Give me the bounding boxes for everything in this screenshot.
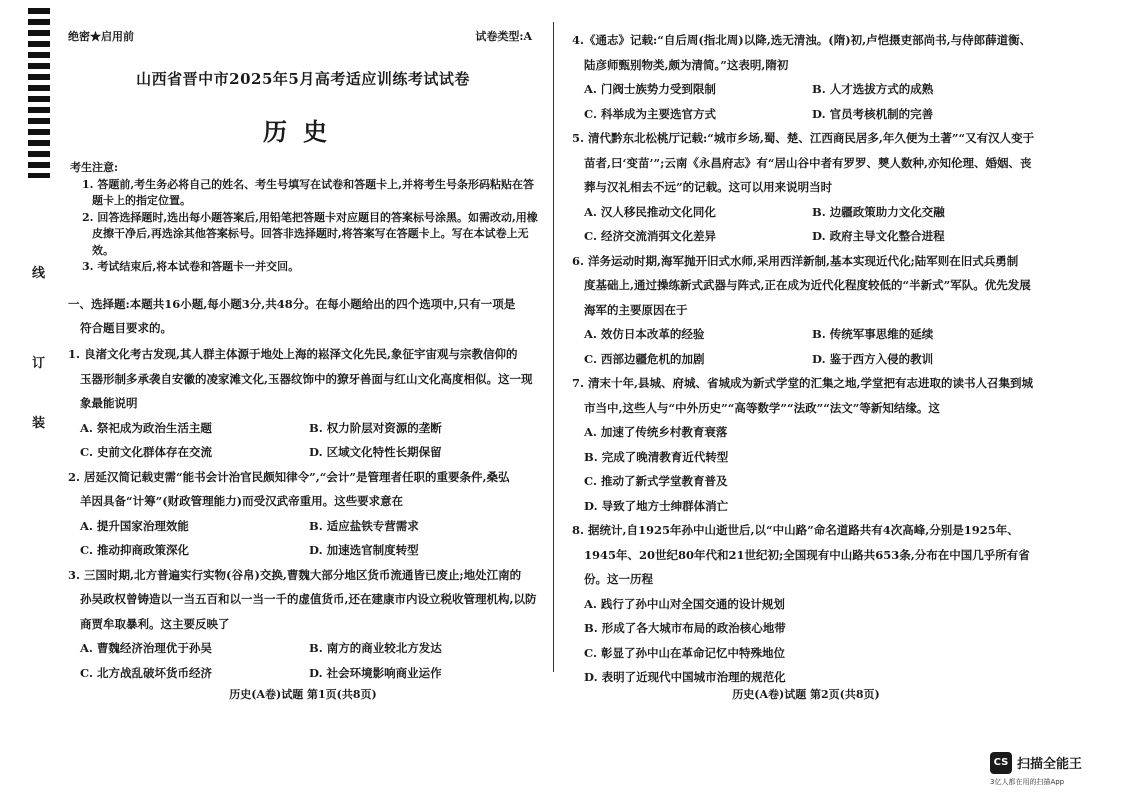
stem-first-line: 2. 居延汉简记载吏需“能书会计治官民颇知律令”,“会计”是管理者任职的重要条件,桑弘 <box>68 469 510 484</box>
page-1-header <box>68 28 538 44</box>
option-a: A. 效仿日本改革的经验 <box>584 327 705 341</box>
scanner-app-name: 扫描全能王 <box>1017 757 1083 772</box>
option-c: C. 西部边疆危机的加剧 <box>584 351 705 366</box>
page-2-questions <box>572 28 1040 690</box>
stem-first-line: 3. 三国时期,北方普遍实行实物(谷帛)交换,曹魏大部分地区货币流通皆已废止;地处江南的 <box>68 567 522 582</box>
option-b: B. 传统军事思维的延续 <box>812 327 934 341</box>
option-a: A. 汉人移民推动文化同化 <box>584 204 716 219</box>
question-stem <box>68 465 538 514</box>
option-a: A. 祭祀成为政治生活主题 <box>80 420 212 435</box>
binding-label-xian: 线 <box>32 266 46 281</box>
options <box>68 514 538 563</box>
page-2 <box>572 0 1040 794</box>
question-7 <box>572 371 1040 518</box>
options <box>572 420 1040 518</box>
options <box>572 200 1040 249</box>
stem-rest: 玉器形制多承袭自安徽的凌家滩文化,玉器纹饰中的獠牙兽面与红山文化高度相似。这一现象最能说明 <box>80 371 533 410</box>
option-b: B. 完成了晚清教育近代转型 <box>584 449 729 464</box>
option-d: D. 社会环境影响商业运作 <box>309 665 442 680</box>
question-5 <box>572 126 1040 249</box>
option-d: D. 表明了近现代中国城市治理的规范化 <box>584 670 786 684</box>
options <box>572 322 1040 371</box>
subject-title: 历史 <box>263 117 343 146</box>
option-d: D. 官员考核机制的完善 <box>812 106 934 121</box>
notice-title: 考生注意: <box>70 161 119 174</box>
stem-rest: 1945年、20世纪80年代和21世纪初;全国现有中山路共653条,分布在中国几乎所有省份。这一历程 <box>584 547 1030 586</box>
question-1 <box>68 342 538 465</box>
question-8 <box>572 518 1040 690</box>
stem-rest: 市当中,这些人与“中外历史”“高等数学”“法政”“法文”等新知结缘。这 <box>584 400 940 415</box>
option-d: D. 政府主导文化整合进程 <box>812 229 945 243</box>
question-stem <box>68 563 538 637</box>
option-c: C. 北方战乱破坏货币经济 <box>80 665 212 680</box>
option-c: C. 彰显了孙中山在革命记忆中特殊地位 <box>584 645 785 660</box>
examinee-notice <box>70 160 538 276</box>
confidential-mark: 绝密★启用前 <box>68 30 134 43</box>
option-d: D. 鉴于西方入侵的教训 <box>812 351 934 366</box>
option-b: B. 人才选拔方式的成熟 <box>812 82 934 96</box>
question-stem <box>572 371 1040 420</box>
options <box>572 592 1040 690</box>
stem-rest: 苗者,曰‘变苗’”;云南《永昌府志》有“居山谷中者有罗罗、僰人数种,亦知伦理、婚姻、丧葬与汉礼相去不远”的记载。这可以用来说明当时 <box>584 155 1032 194</box>
exam-title: 山西省晋中市2025年5月高考适应训练考试试卷 <box>136 70 470 88</box>
stem-first-line: 8. 据统计,自1925年孙中山逝世后,以“中山路”命名道路共有4次高峰,分别是1925年、 <box>572 523 1019 537</box>
options <box>68 416 538 465</box>
option-b: B. 形成了各大城市布局的政治核心地带 <box>584 621 786 635</box>
binding-label-zhuang: 装 <box>32 416 46 431</box>
section-line-1: 一、选择题:本题共16小题,每小题3分,共48分。在每小题给出的四个选项中,只有一项是 <box>68 297 516 311</box>
option-c: C. 推动抑商政策深化 <box>80 543 189 557</box>
option-d: D. 导致了地方士绅群体消亡 <box>584 498 729 513</box>
question-4 <box>572 28 1040 126</box>
section-heading <box>68 292 538 340</box>
option-c: C. 科举成为主要选官方式 <box>584 106 716 121</box>
section-line-2: 符合题目要求的。 <box>80 321 172 335</box>
stem-rest: 羊因具备“计筹”(财政管理能力)而受汉武帝重用。这些要求意在 <box>80 494 404 508</box>
option-b: B. 边疆政策助力文化交融 <box>812 204 945 219</box>
options <box>572 77 1040 126</box>
option-d: D. 加速选官制度转型 <box>309 543 419 557</box>
notice-item: 1. 答题前,考生务必将自己的姓名、考生号填写在试卷和答题卡上,并将考生号条形码粘贴在答题卡上的指定位置。 <box>82 177 534 207</box>
question-stem <box>572 28 1040 77</box>
stem-first-line: 6. 洋务运动时期,海军抛开旧式水师,采用西洋新制,基本实现近代化;陆军则在旧式兵勇制 <box>572 253 1019 268</box>
option-b: B. 南方的商业较北方发达 <box>309 641 442 655</box>
option-b: B. 权力阶层对资源的垄断 <box>309 420 442 435</box>
option-c: C. 推动了新式学堂教育普及 <box>584 474 728 488</box>
binding-label-ding: 订 <box>32 356 46 371</box>
option-a: A. 加速了传统乡村教育衰落 <box>584 425 728 439</box>
option-a: A. 践行了孙中山对全国交通的设计规划 <box>584 596 785 611</box>
scanner-tagline: 3亿人都在用的扫描App <box>990 778 1065 786</box>
option-a: A. 门阀士族势力受到限制 <box>584 82 716 96</box>
question-stem <box>572 518 1040 592</box>
option-a: A. 曹魏经济治理优于孙吴 <box>80 641 212 655</box>
stem-first-line: 5. 清代黔东北松桃厅记载:“城市乡场,蜀、楚、江西商民居多,年久便为土著”“又有汉人变于 <box>572 131 1035 145</box>
binding-labels <box>18 0 58 794</box>
question-stem <box>572 249 1040 323</box>
question-stem <box>68 342 538 416</box>
stem-first-line: 1. 良渚文化考古发现,其人群主体源于地处上海的崧泽文化先民,象征宇宙观与宗教信仰的 <box>68 347 518 361</box>
page-1-footer: 历史(A卷)试题 第1页(共8页) <box>229 688 377 701</box>
options <box>68 636 538 685</box>
question-stem <box>572 126 1040 200</box>
page-2-footer: 历史(A卷)试题 第2页(共8页) <box>732 688 880 701</box>
paper-type: 试卷类型:A <box>475 30 532 43</box>
scanner-watermark <box>990 752 1115 788</box>
stem-rest: 度基础上,通过操练新式武器与阵式,正在成为近代化程度较低的“半新式”军队。优先发展海军的主要原因在于 <box>584 278 1031 317</box>
option-d: D. 区域文化特性长期保留 <box>309 445 442 459</box>
stem-first-line: 4.《通志》记载:“自后周(指北周)以降,选无清浊。(隋)初,卢恺摄吏部尚书,与侍郎薛道衡、 <box>572 33 1032 47</box>
question-3 <box>68 563 538 686</box>
option-c: C. 史前文化群体存在交流 <box>80 445 212 459</box>
question-6 <box>572 249 1040 372</box>
stem-rest: 孙吴政权曾铸造以一当五百和以一当一千的虚值货币,还在建康市内设立税收管理机构,以防商贾牟取暴利。这主要反映了 <box>80 592 537 631</box>
page-divider <box>553 22 554 672</box>
option-c: C. 经济交流消弭文化差异 <box>584 229 716 243</box>
notice-item: 3. 考试结束后,将本试卷和答题卡一并交回。 <box>82 260 300 273</box>
notice-item: 2. 回答选择题时,选出每小题答案后,用铅笔把答题卡对应题目的答案标号涂黑。如需改动,用橡皮擦干净后,再选涂其他答案标号。回答非选择题时,将答案写在答题卡上。写在本试卷上无效。 <box>82 210 538 257</box>
scanner-logo-icon: CS <box>990 752 1012 774</box>
stem-rest: 陆彦师甄别物类,颇为清简。”这表明,隋初 <box>584 57 789 72</box>
page-1 <box>68 0 538 794</box>
option-b: B. 适应盐铁专营需求 <box>309 518 419 533</box>
question-2 <box>68 465 538 563</box>
stem-first-line: 7. 清末十年,县城、府城、省城成为新式学堂的汇集之地,学堂把有志进取的读书人召集到城 <box>572 376 1034 390</box>
option-a: A. 提升国家治理效能 <box>80 518 189 533</box>
page-1-questions <box>68 342 538 685</box>
